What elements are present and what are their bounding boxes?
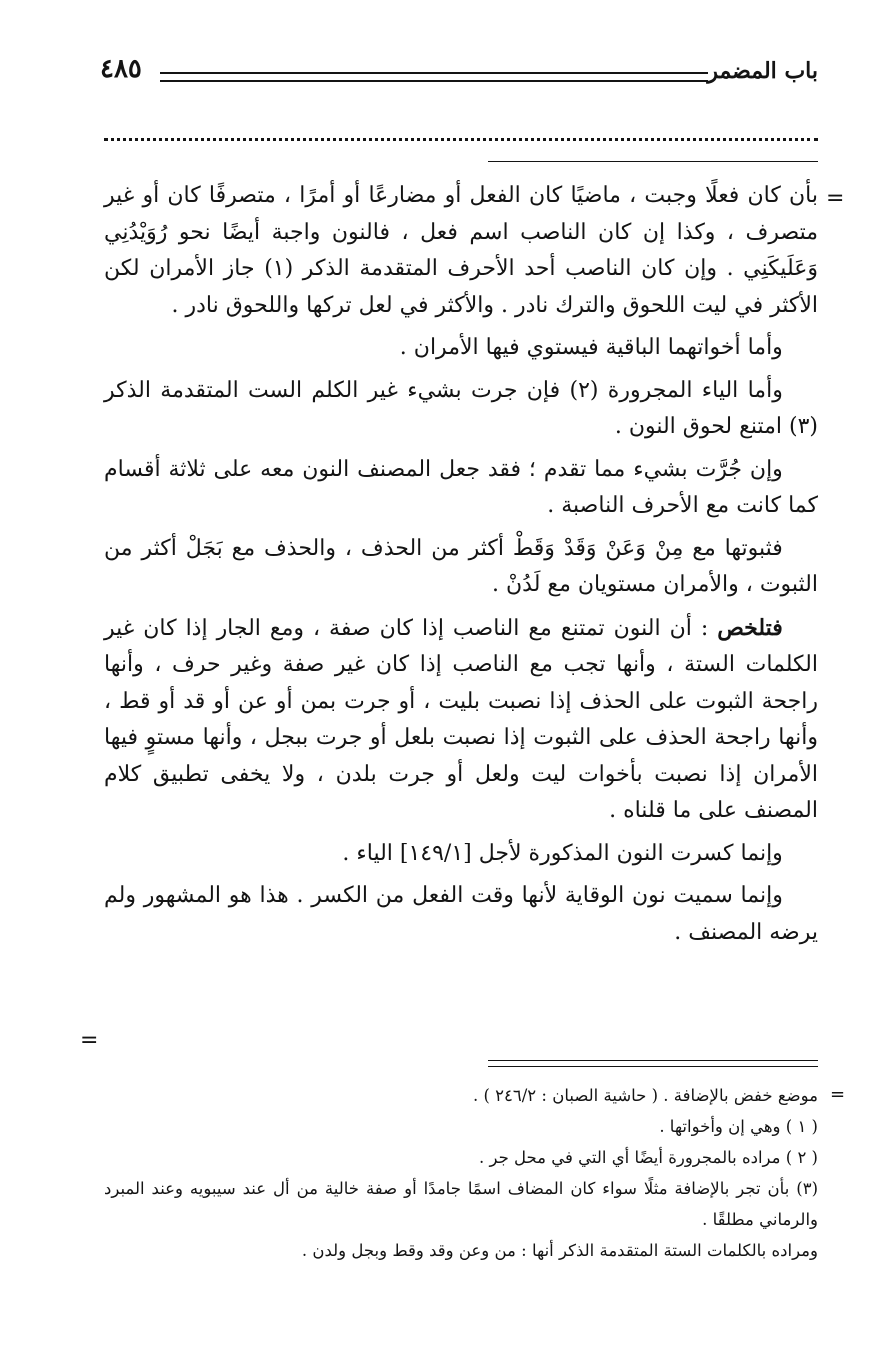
footnote-3: (٣) بأن تجر بالإضافة مثلًا سواء كان المضاف اسمًا جامدًا أو صفة خالية من أل عند سيبويه وعند المبرد والرماني مطلقًا . xyxy=(104,1179,818,1229)
footnote-rule xyxy=(488,1060,818,1067)
paragraph-2: وأما أخواتهما الباقية فيستوي فيها الأمران . xyxy=(399,335,783,360)
paragraph-6 xyxy=(104,610,818,830)
chapter-title: باب المضمر xyxy=(707,58,818,84)
summary-text: : أن النون تمتنع مع الناصب إذا كان صفة ، ومع الجار إذا كان غير الكلمات الستة ، وأنها تجب مع الناصب إذا كان غير صفة وغير حرف ، وأنها راجحة الثبوت على الحذف إذا نصبت بليت ، أو جرت بمن أو عن أو قد أو قط ، وأنها راجحة الحذف على الثبوت إذا نصبت بلعل أو جرت ببجل ، وأنها مستوٍ فيها الأمران إذا نصبت بأخوات ليت ولعل أو جرت بلدن ، ولا يخفى تطبيق كلام المصنف على ما قلناه . xyxy=(104,615,818,823)
continuation-mark-bottom: = xyxy=(80,1028,99,1053)
footnote-continued: موضع خفض بالإضافة . ( حاشية الصبان : ٢٤٦/٢ ) . xyxy=(472,1086,818,1105)
summary-lead-word: فتلخص xyxy=(717,614,783,641)
main-text xyxy=(104,178,818,957)
footnote-2: ( ٢ ) مراده بالمجرورة أيضًا أي التي في محل جر . xyxy=(478,1148,818,1167)
paragraph-3: وأما الياء المجرورة (٢) فإن جرت بشيء غير الكلم الست المتقدمة الذكر (٣) امتنع لحوق النون . xyxy=(104,377,818,439)
continuation-mark-top: = xyxy=(826,186,845,211)
continuation-mark-footnote: = xyxy=(830,1084,846,1105)
footnote-3-note: ومراده بالكلمات الستة المتقدمة الذكر أنها : من وعن وقد وقط وبجل ولدن . xyxy=(301,1241,818,1260)
footnotes xyxy=(104,1080,818,1266)
paragraph-5: فثبوتها مع مِنْ وَعَنْ وَقَدْ وَقَطْ أكثر من الحذف ، والحذف مع بَجَلْ أكثر من الثبوت ، والأمران مستويان مع لَدُنْ . xyxy=(104,535,818,597)
paragraph-7: وإنما كسرت النون المذكورة لأجل [١٤٩/١] الياء . xyxy=(342,840,783,866)
paragraph-1: بأن كان فعلًا وجبت ، ماضيًا كان الفعل أو مضارعًا أو أمرًا ، متصرفًا كان أو غير متصرف ، وكذا إن كان الناصب اسم فعل ، فالنون واجبة أيضًا نحو رُوَيْدُنِي وَعَلَيكَنِي . وإن كان الناصب أحد الأحرف المتقدمة الذكر (١) جاز الأمران لكن الأكثر في ليت اللحوق والترك نادر . والأكثر في لعل تركها واللحوق نادر . xyxy=(104,183,818,318)
header-double-rule xyxy=(160,72,708,82)
section-rule xyxy=(488,161,818,162)
page-number: ٤٨٥ xyxy=(100,54,142,84)
dotted-separator xyxy=(104,138,818,141)
paragraph-4: وإن جُرَّت بشيء مما تقدم ؛ فقد جعل المصنف النون معه على ثلاثة أقسام كما كانت مع الأحرف الناصبة . xyxy=(104,456,818,518)
running-header xyxy=(100,54,818,92)
footnote-1: ( ١ ) وهي إن وأخواتها . xyxy=(659,1117,818,1136)
paragraph-8: وإنما سميت نون الوقاية لأنها وقت الفعل من الكسر . هذا هو المشهور ولم يرضه المصنف . xyxy=(104,883,818,945)
